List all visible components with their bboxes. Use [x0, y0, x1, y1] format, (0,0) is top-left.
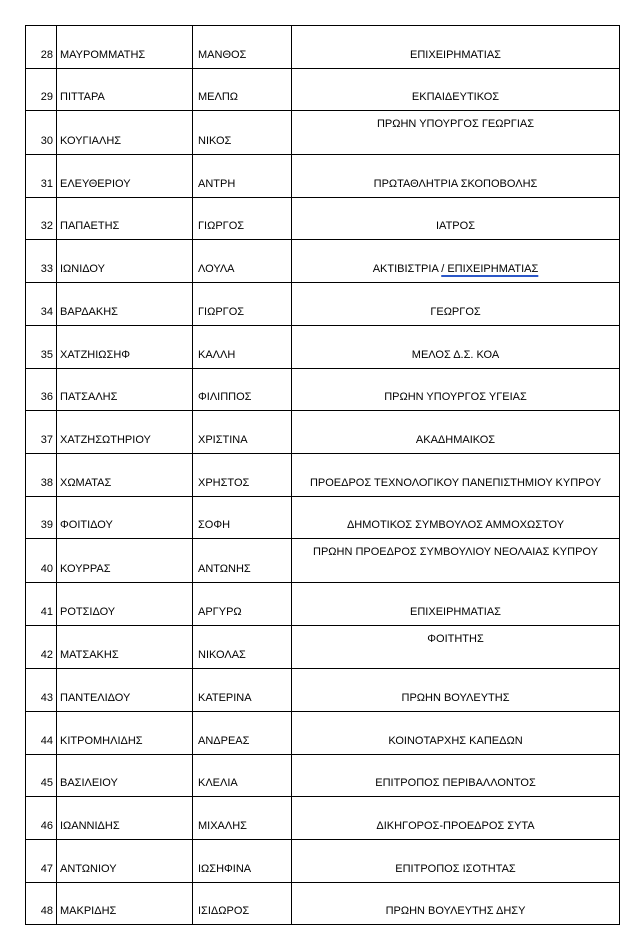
surname-cell: ΠΑΤΣΑΛΗΣ: [57, 368, 193, 411]
row-number: 33: [26, 240, 57, 283]
row-number: 45: [26, 754, 57, 797]
surname-cell: ΚΙΤΡΟΜΗΛΙΔΗΣ: [57, 712, 193, 755]
occupation-part: ΑΚΤΙΒΙΣΤΡΙΑ: [372, 263, 442, 276]
first-name-cell: ΓΙΩΡΓΟΣ: [193, 197, 292, 240]
row-number: 32: [26, 197, 57, 240]
first-name-cell: ΚΛΕΛΙΑ: [193, 754, 292, 797]
row-number: 30: [26, 111, 57, 155]
surname-cell: ΒΑΣΙΛΕΙΟΥ: [57, 754, 193, 797]
row-number: 46: [26, 797, 57, 840]
table-row: [26, 840, 620, 883]
row-number: 29: [26, 68, 57, 111]
first-name-cell: ΧΡΗΣΤΟΣ: [193, 453, 292, 496]
first-name-cell: ΛΟΥΛΑ: [193, 240, 292, 283]
occupation-cell: ΔΗΜΟΤΙΚΟΣ ΣΥΜΒΟΥΛΟΣ ΑΜΜΟΧΩΣΤΟΥ: [292, 496, 620, 539]
occupation-cell: ΜΕΛΟΣ Δ.Σ. ΚΟΑ: [292, 325, 620, 368]
table-row: [26, 26, 620, 69]
row-number: 35: [26, 325, 57, 368]
row-number: 34: [26, 283, 57, 326]
first-name-cell: ΑΝΤΩΝΗΣ: [193, 539, 292, 583]
first-name-cell: ΣΟΦΗ: [193, 496, 292, 539]
table-row: [26, 68, 620, 111]
surname-cell: ΠΑΠΑΕΤΗΣ: [57, 197, 193, 240]
row-number: 38: [26, 453, 57, 496]
row-number: 41: [26, 582, 57, 625]
row-number: 39: [26, 496, 57, 539]
first-name-cell: ΚΑΤΕΡΙΝΑ: [193, 669, 292, 712]
table-row: [26, 111, 620, 155]
surname-cell: ΙΩΝΙΔΟΥ: [57, 240, 193, 283]
candidates-table: [25, 25, 620, 925]
table-row: [26, 669, 620, 712]
row-number: 37: [26, 411, 57, 454]
first-name-cell: ΝΙΚΟΣ: [193, 111, 292, 155]
first-name-cell: ΑΝΤΡΗ: [193, 155, 292, 198]
first-name-cell: ΜΑΝΘΟΣ: [193, 26, 292, 69]
occupation-cell: ΠΡΩΗΝ ΒΟΥΛΕΥΤΗΣ: [292, 669, 620, 712]
occupation-cell: ΠΡΩΗΝ ΥΠΟΥΡΓΟΣ ΥΓΕΙΑΣ: [292, 368, 620, 411]
occupation-cell: ΠΡΟΕΔΡΟΣ ΤΕΧΝΟΛΟΓΙΚΟΥ ΠΑΝΕΠΙΣΤΗΜΙΟΥ ΚΥΠΡΟΥ: [292, 453, 620, 496]
surname-cell: ΧΑΤΖΗΣΩΤΗΡΙΟΥ: [57, 411, 193, 454]
occupation-cell: ΕΠΙΧΕΙΡΗΜΑΤΙΑΣ: [292, 26, 620, 69]
first-name-cell: ΜΙΧΑΛΗΣ: [193, 797, 292, 840]
first-name-cell: ΚΑΛΛΗ: [193, 325, 292, 368]
first-name-cell: ΑΝΔΡΕΑΣ: [193, 712, 292, 755]
table-row: [26, 712, 620, 755]
occupation-cell: ΕΠΙΤΡΟΠΟΣ ΙΣΟΤΗΤΑΣ: [292, 840, 620, 883]
table-row: [26, 582, 620, 625]
row-number: 43: [26, 669, 57, 712]
first-name-cell: ΧΡΙΣΤΙΝΑ: [193, 411, 292, 454]
surname-cell: ΡΟΤΣΙΔΟΥ: [57, 582, 193, 625]
surname-cell: ΙΩΑΝΝΙΔΗΣ: [57, 797, 193, 840]
first-name-cell: ΓΙΩΡΓΟΣ: [193, 283, 292, 326]
first-name-cell: ΑΡΓΥΡΩ: [193, 582, 292, 625]
row-number: 42: [26, 625, 57, 669]
table-row: [26, 197, 620, 240]
first-name-cell: ΝΙΚΟΛΑΣ: [193, 625, 292, 669]
occupation-cell: ΦΟΙΤΗΤΗΣ: [292, 625, 620, 669]
occupation-cell: ΚΟΙΝΟΤΑΡΧΗΣ ΚΑΠΕΔΩΝ: [292, 712, 620, 755]
occupation-cell: ΠΡΩΗΝ ΒΟΥΛΕΥΤΗΣ ΔΗΣΥ: [292, 882, 620, 925]
occupation-cell: ΕΚΠΑΙΔΕΥΤΙΚΟΣ: [292, 68, 620, 111]
occupation-cell: ΠΡΩΤΑΘΛΗΤΡΙΑ ΣΚΟΠΟΒΟΛΗΣ: [292, 155, 620, 198]
table-row: [26, 453, 620, 496]
surname-cell: ΚΟΥΡΡΑΣ: [57, 539, 193, 583]
first-name-cell: ΙΩΣΗΦΙΝΑ: [193, 840, 292, 883]
occupation-cell: ΓΕΩΡΓΟΣ: [292, 283, 620, 326]
table-row: [26, 539, 620, 583]
table-row: [26, 625, 620, 669]
surname-cell: ΜΑΤΣΑΚΗΣ: [57, 625, 193, 669]
surname-cell: ΦΟΙΤΙΔΟΥ: [57, 496, 193, 539]
surname-cell: ΕΛΕΥΘΕΡΙΟΥ: [57, 155, 193, 198]
table-row: [26, 283, 620, 326]
occupation-cell: ΙΑΤΡΟΣ: [292, 197, 620, 240]
surname-cell: ΑΝΤΩΝΙΟΥ: [57, 840, 193, 883]
table-row: [26, 155, 620, 198]
table-row: [26, 325, 620, 368]
occupation-cell: ΔΙΚΗΓΟΡΟΣ-ΠΡΟΕΔΡΟΣ ΣΥΤΑ: [292, 797, 620, 840]
table-body: [26, 26, 620, 925]
first-name-cell: ΙΣΙΔΩΡΟΣ: [193, 882, 292, 925]
row-number: 36: [26, 368, 57, 411]
table-row: [26, 368, 620, 411]
row-number: 31: [26, 155, 57, 198]
occupation-part-underlined: / ΕΠΙΧΕΙΡΗΜΑΤΙΑΣ: [441, 263, 539, 276]
occupation-cell: ΠΡΩΗΝ ΥΠΟΥΡΓΟΣ ΓΕΩΡΓΙΑΣ: [292, 111, 620, 155]
row-number: 28: [26, 26, 57, 69]
surname-cell: ΜΑΚΡΙΔΗΣ: [57, 882, 193, 925]
table-row: [26, 754, 620, 797]
row-number: 44: [26, 712, 57, 755]
table-row: [26, 797, 620, 840]
surname-cell: ΜΑΥΡΟΜΜΑΤΗΣ: [57, 26, 193, 69]
table-row: [26, 882, 620, 925]
occupation-cell: [292, 240, 620, 283]
surname-cell: ΧΑΤΖΗΙΩΣΗΦ: [57, 325, 193, 368]
table-row: [26, 496, 620, 539]
row-number: 48: [26, 882, 57, 925]
surname-cell: ΠΙΤΤΑΡΑ: [57, 68, 193, 111]
surname-cell: ΠΑΝΤΕΛΙΔΟΥ: [57, 669, 193, 712]
row-number: 40: [26, 539, 57, 583]
table-row: [26, 411, 620, 454]
occupation-cell: ΠΡΩΗΝ ΠΡΟΕΔΡΟΣ ΣΥΜΒΟΥΛΙΟΥ ΝΕΟΛΑΙΑΣ ΚΥΠΡΟΥ: [292, 539, 620, 583]
occupation-cell: ΕΠΙΤΡΟΠΟΣ ΠΕΡΙΒΑΛΛΟΝΤΟΣ: [292, 754, 620, 797]
surname-cell: ΚΟΥΓΙΑΛΗΣ: [57, 111, 193, 155]
surname-cell: ΒΑΡΔΑΚΗΣ: [57, 283, 193, 326]
row-number: 47: [26, 840, 57, 883]
table-row: [26, 240, 620, 283]
occupation-cell: ΑΚΑΔΗΜΑΙΚΟΣ: [292, 411, 620, 454]
surname-cell: ΧΩΜΑΤΑΣ: [57, 453, 193, 496]
occupation-cell: ΕΠΙΧΕΙΡΗΜΑΤΙΑΣ: [292, 582, 620, 625]
first-name-cell: ΦΙΛΙΠΠΟΣ: [193, 368, 292, 411]
first-name-cell: ΜΕΛΠΩ: [193, 68, 292, 111]
